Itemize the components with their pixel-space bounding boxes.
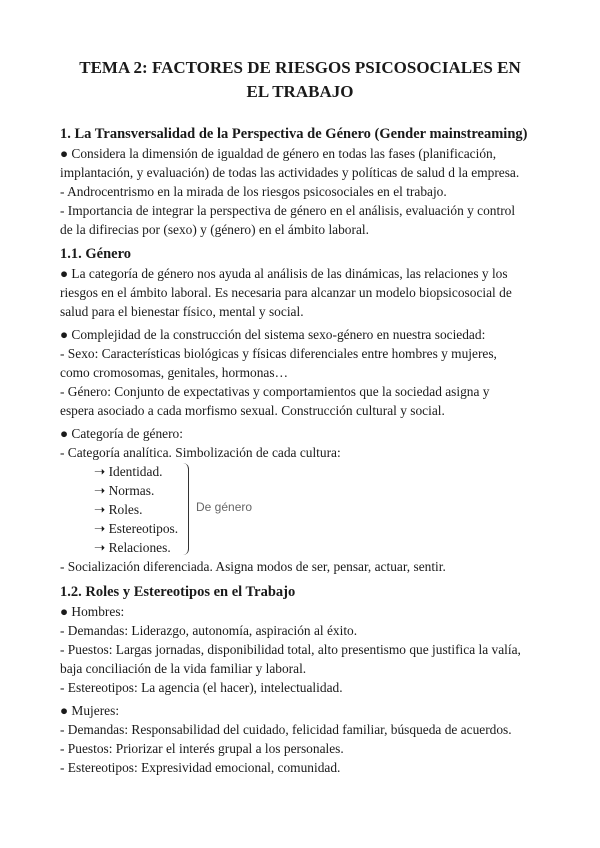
section-1-2-heading: 1.2. Roles y Estereotipos en el Trabajo <box>60 584 296 600</box>
brace-icon <box>180 463 189 555</box>
arrow-item: ➝ Relaciones. <box>94 540 171 555</box>
text-line: salud para el bienestar físico, mental y social. <box>60 304 304 319</box>
text-line: espera asociado a cada morfismo sexual. Construcción cultural y social. <box>60 403 445 418</box>
doc-title-line1: TEMA 2: FACTORES DE RIESGOS PSICOSOCIALES EN <box>79 58 521 77</box>
text-line: - Androcentrismo en la mirada de los riesgos psicosociales en el trabajo. <box>60 184 447 199</box>
text-line: - Sexo: Características biológicas y físicas diferenciales entre hombres y mujeres, <box>60 346 497 361</box>
text-line: - Importancia de integrar la perspectiva de género en el análisis, evaluación y control <box>60 203 516 218</box>
text-line: como cromosomas, genitales, hormonas… <box>60 365 288 380</box>
text-line: - Demandas: Responsabilidad del cuidado, felicidad familiar, búsqueda de acuerdos. <box>60 722 512 737</box>
arrow-item: ➝ Roles. <box>94 502 143 517</box>
text-line: - Demandas: Liderazgo, autonomía, aspiración al éxito. <box>60 623 358 638</box>
arrow-item: ➝ Estereotipos. <box>94 521 179 536</box>
text-line: - Socialización diferenciada. Asigna modos de ser, pensar, actuar, sentir. <box>60 559 446 574</box>
text-line: - Categoría analítica. Simbolización de cada cultura: <box>60 445 341 460</box>
text-line: ● Hombres: <box>60 604 125 619</box>
text-line: ● Complejidad de la construcción del sistema sexo-género en nuestra sociedad: <box>60 327 486 342</box>
text-line: - Puestos: Largas jornadas, disponibilidad total, alto presentismo que justifica la valía, <box>60 642 521 657</box>
section-1-1-heading: 1.1. Género <box>60 246 132 262</box>
text-line: - Estereotipos: Expresividad emocional, comunidad. <box>60 760 341 775</box>
text-line: - Género: Conjunto de expectativas y comportamientos que la sociedad asigna y <box>60 384 490 399</box>
text-line: ● La categoría de género nos ayuda al análisis de las dinámicas, las relaciones y los <box>60 266 508 281</box>
brace-label: De género <box>196 500 253 514</box>
text-line: implantación, y evaluación) de todas las actividades y políticas de salud d la empresa. <box>60 165 520 180</box>
text-line: ● Categoría de género: <box>60 426 183 441</box>
doc-title-line2: EL TRABAJO <box>246 82 354 101</box>
text-line: - Estereotipos: La agencia (el hacer), intelectualidad. <box>60 680 343 695</box>
text-line: baja conciliación de la vida familiar y laboral. <box>60 661 307 676</box>
section-1-heading: 1. La Transversalidad de la Perspectiva de Género (Gender mainstreaming) <box>60 126 528 142</box>
text-line: riesgos en el ámbito laboral. Es necesaria para alcanzar un modelo biopsicosocial de <box>60 285 512 300</box>
text-line: ● Mujeres: <box>60 703 120 718</box>
text-line: ● Considera la dimensión de igualdad de género en todas las fases (planificación, <box>60 146 497 161</box>
text-line: - Puestos: Priorizar el interés grupal a los personales. <box>60 741 344 756</box>
arrow-item: ➝ Identidad. <box>94 464 163 479</box>
text-line: de la difirecias por (sexo) y (género) en el ámbito laboral. <box>60 222 369 237</box>
arrow-item: ➝ Normas. <box>94 483 155 498</box>
